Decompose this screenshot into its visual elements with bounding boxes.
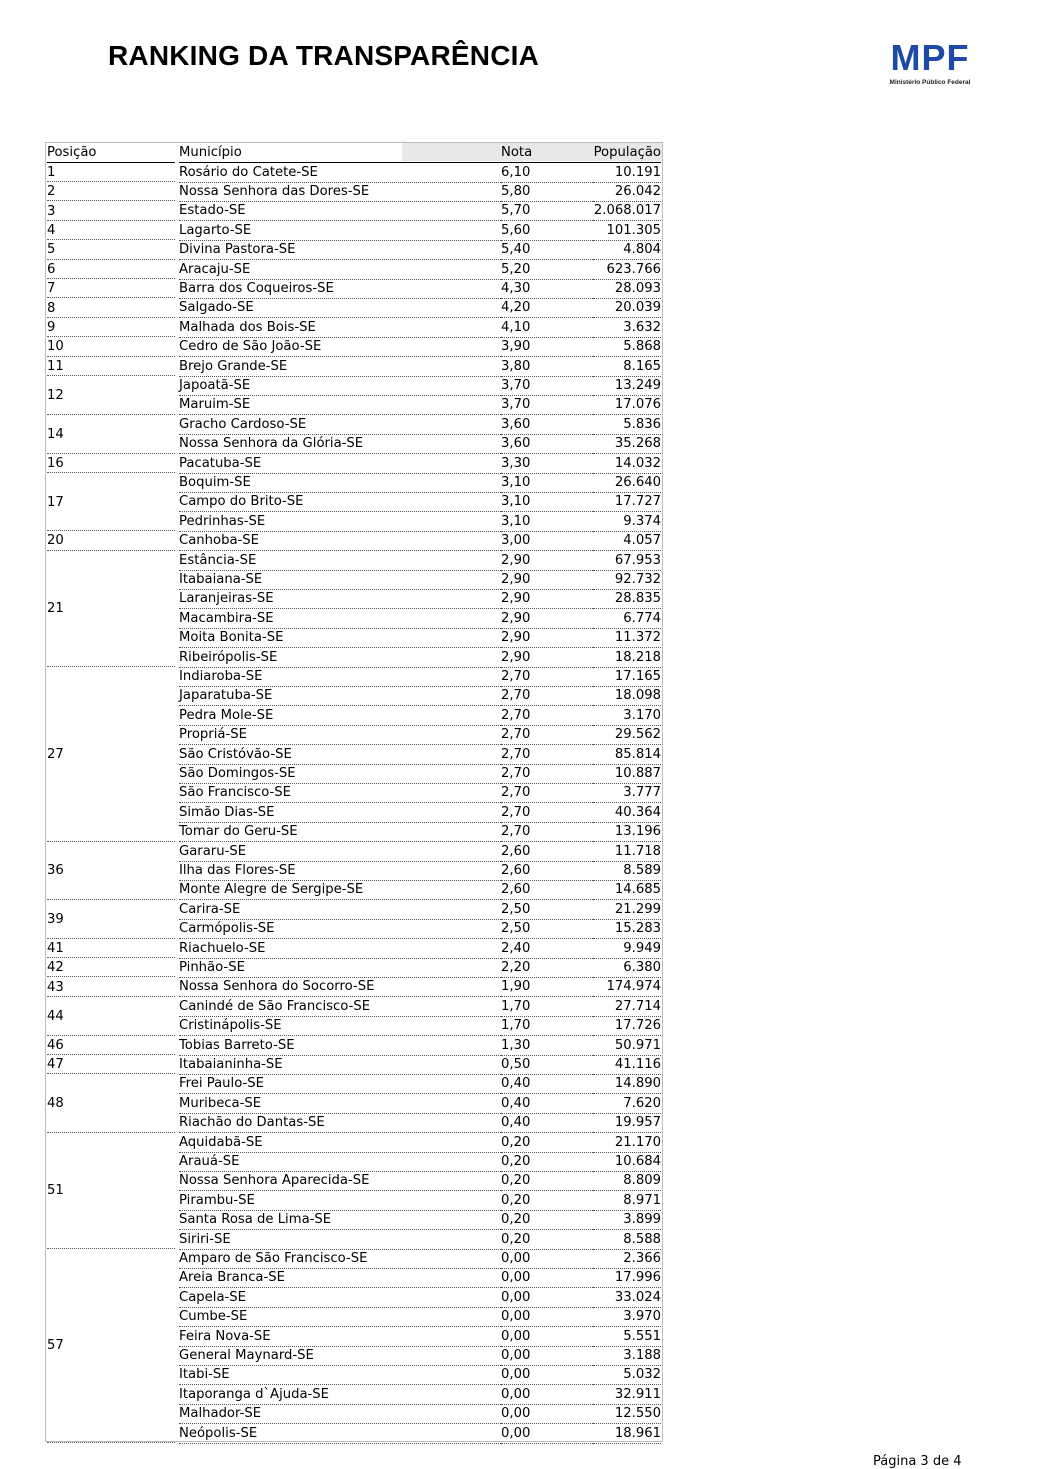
table-row	[46, 1404, 662, 1423]
nota-cell: 0,20	[501, 1210, 593, 1230]
posicao-cell: 2	[47, 184, 56, 200]
nota-cell: 2,70	[501, 706, 593, 726]
populacao-cell: 3.777	[593, 783, 661, 803]
nota-cell: 3,60	[501, 434, 593, 454]
populacao-cell: 6.380	[593, 958, 661, 978]
municipio-cell: Riachuelo-SE	[179, 939, 503, 959]
nota-cell: 0,00	[501, 1404, 593, 1424]
municipio-cell: Itabaiana-SE	[179, 570, 503, 590]
nota-cell: 0,00	[501, 1385, 593, 1405]
populacao-cell: 29.562	[593, 725, 661, 745]
table-row	[46, 1365, 662, 1384]
municipio-cell: Malhada dos Bois-SE	[179, 318, 503, 338]
nota-cell: 2,70	[501, 745, 593, 765]
municipio-cell: Santa Rosa de Lima-SE	[179, 1210, 503, 1230]
nota-cell: 1,90	[501, 977, 593, 997]
populacao-cell: 33.024	[593, 1288, 661, 1308]
table-row	[46, 842, 662, 861]
municipio-cell: Propriá-SE	[179, 725, 503, 745]
nota-cell: 0,00	[501, 1249, 593, 1269]
populacao-cell: 10.684	[593, 1152, 661, 1172]
populacao-cell: 17.996	[593, 1268, 661, 1288]
populacao-cell: 9.374	[593, 512, 661, 532]
header-posicao: Posição	[47, 143, 175, 163]
municipio-cell: Divina Pastora-SE	[179, 240, 503, 260]
populacao-cell: 14.890	[593, 1074, 661, 1094]
populacao-cell: 3.632	[593, 318, 661, 338]
nota-cell: 2,90	[501, 628, 593, 648]
municipio-cell: Aracaju-SE	[179, 260, 503, 280]
posicao-cell: 6	[47, 261, 56, 277]
nota-cell: 0,40	[501, 1113, 593, 1133]
populacao-cell: 12.550	[593, 1404, 661, 1424]
nota-cell: 1,30	[501, 1036, 593, 1056]
populacao-cell: 174.974	[593, 977, 661, 997]
populacao-cell: 3.188	[593, 1346, 661, 1366]
municipio-cell: São Domingos-SE	[179, 764, 503, 784]
municipio-cell: Macambira-SE	[179, 609, 503, 629]
nota-cell: 3,70	[501, 376, 593, 396]
populacao-cell: 92.732	[593, 570, 661, 590]
posicao-cell: 11	[47, 358, 64, 374]
municipio-cell: Nossa Senhora das Dores-SE	[179, 182, 503, 202]
municipio-cell: Monte Alegre de Sergipe-SE	[179, 880, 503, 900]
nota-cell: 2,70	[501, 667, 593, 687]
table-row	[46, 1424, 662, 1443]
municipio-cell: Muribeca-SE	[179, 1094, 503, 1114]
table-row	[46, 648, 662, 667]
populacao-cell: 7.620	[593, 1094, 661, 1114]
table-row	[46, 783, 662, 802]
nota-cell: 3,30	[501, 454, 593, 474]
header-municipio: Município	[179, 143, 503, 163]
nota-cell: 4,30	[501, 279, 593, 299]
municipio-cell: Carira-SE	[179, 900, 503, 920]
municipio-cell: Itaporanga d`Ajuda-SE	[179, 1385, 503, 1405]
populacao-cell: 18.098	[593, 686, 661, 706]
populacao-cell: 18.218	[593, 648, 661, 668]
nota-cell: 4,10	[501, 318, 593, 338]
nota-cell: 0,00	[501, 1365, 593, 1385]
municipio-cell: Ribeirópolis-SE	[179, 648, 503, 668]
table-row	[46, 1210, 662, 1229]
posicao-cell: 3	[47, 203, 56, 219]
municipio-cell: Laranjeiras-SE	[179, 589, 503, 609]
municipio-cell: Cristinápolis-SE	[179, 1016, 503, 1036]
populacao-cell: 14.685	[593, 880, 661, 900]
table-row	[46, 1074, 662, 1093]
populacao-cell: 13.249	[593, 376, 661, 396]
posicao-cell: 51	[47, 1183, 64, 1199]
nota-cell: 3,00	[501, 531, 593, 551]
populacao-cell: 20.039	[593, 298, 661, 318]
nota-cell: 0,00	[501, 1346, 593, 1366]
populacao-cell: 8.809	[593, 1171, 661, 1191]
municipio-cell: Nossa Senhora da Glória-SE	[179, 434, 503, 454]
page-title: RANKING DA TRANSPARÊNCIA	[108, 40, 540, 71]
municipio-cell: Ilha das Flores-SE	[179, 861, 503, 881]
nota-cell: 2,90	[501, 589, 593, 609]
municipio-cell: General Maynard-SE	[179, 1346, 503, 1366]
posicao-cell: 20	[47, 533, 64, 549]
nota-cell: 2,70	[501, 764, 593, 784]
municipio-cell: Canindé de São Francisco-SE	[179, 997, 503, 1017]
nota-cell: 2,90	[501, 570, 593, 590]
nota-cell: 0,20	[501, 1230, 593, 1250]
municipio-cell: Barra dos Coqueiros-SE	[179, 279, 503, 299]
posicao-cell: 42	[47, 960, 64, 976]
municipio-cell: São Cristóvão-SE	[179, 745, 503, 765]
nota-cell: 0,50	[501, 1055, 593, 1075]
posicao-cell: 27	[47, 746, 64, 762]
populacao-cell: 5.868	[593, 337, 661, 357]
posicao-cell: 39	[47, 911, 64, 927]
populacao-cell: 5.836	[593, 415, 661, 435]
populacao-cell: 67.953	[593, 551, 661, 571]
nota-cell: 0,40	[501, 1094, 593, 1114]
populacao-cell: 3.899	[593, 1210, 661, 1230]
nota-cell: 2,90	[501, 609, 593, 629]
nota-cell: 2,60	[501, 842, 593, 862]
populacao-cell: 6.774	[593, 609, 661, 629]
populacao-cell: 28.835	[593, 589, 661, 609]
populacao-cell: 8.588	[593, 1230, 661, 1250]
header-nota: Nota	[501, 143, 593, 163]
nota-cell: 6,10	[501, 163, 593, 183]
nota-cell: 1,70	[501, 997, 593, 1017]
populacao-cell: 21.299	[593, 900, 661, 920]
nota-cell: 2,60	[501, 861, 593, 881]
page-number: Página 3 de 4	[873, 1454, 962, 1469]
municipio-cell: Brejo Grande-SE	[179, 357, 503, 377]
municipio-cell: Capela-SE	[179, 1288, 503, 1308]
table-row	[46, 803, 662, 822]
municipio-cell: Simão Dias-SE	[179, 803, 503, 823]
table-row	[46, 1230, 662, 1249]
populacao-cell: 32.911	[593, 1385, 661, 1405]
municipio-cell: Canhoba-SE	[179, 531, 503, 551]
municipio-cell: Cumbe-SE	[179, 1307, 503, 1327]
posicao-cell: 4	[47, 222, 56, 238]
municipio-cell: Indiaroba-SE	[179, 667, 503, 687]
logo-mark: MPF	[890, 37, 970, 78]
posicao-cell: 8	[47, 300, 56, 316]
nota-cell: 1,70	[501, 1016, 593, 1036]
nota-cell: 5,40	[501, 240, 593, 260]
populacao-cell: 27.714	[593, 997, 661, 1017]
populacao-cell: 11.372	[593, 628, 661, 648]
populacao-cell: 13.196	[593, 822, 661, 842]
populacao-cell: 4.804	[593, 240, 661, 260]
posicao-cell: 47	[47, 1057, 64, 1073]
municipio-cell: Boquim-SE	[179, 473, 503, 493]
nota-cell: 0,00	[501, 1327, 593, 1347]
posicao-cell: 43	[47, 979, 64, 995]
ranking-table	[45, 142, 663, 1442]
populacao-cell: 2.366	[593, 1249, 661, 1269]
populacao-cell: 10.191	[593, 163, 661, 183]
municipio-cell: Frei Paulo-SE	[179, 1074, 503, 1094]
municipio-cell: Japaratuba-SE	[179, 686, 503, 706]
table-row	[46, 686, 662, 705]
nota-cell: 3,90	[501, 337, 593, 357]
posicao-cell: 57	[47, 1338, 64, 1354]
posicao-cell: 5	[47, 242, 56, 258]
posicao-cell: 36	[47, 863, 64, 879]
populacao-cell: 3.970	[593, 1307, 661, 1327]
populacao-cell: 8.971	[593, 1191, 661, 1211]
populacao-cell: 26.640	[593, 473, 661, 493]
municipio-cell: Itabaianinha-SE	[179, 1055, 503, 1075]
municipio-cell: Tomar do Geru-SE	[179, 822, 503, 842]
table-row	[46, 512, 662, 531]
populacao-cell: 28.093	[593, 279, 661, 299]
nota-cell: 2,70	[501, 803, 593, 823]
populacao-cell: 21.170	[593, 1133, 661, 1153]
posicao-cell: 21	[47, 601, 64, 617]
nota-cell: 0,00	[501, 1307, 593, 1327]
table-row	[46, 1113, 662, 1132]
municipio-cell: Nossa Senhora do Socorro-SE	[179, 977, 503, 997]
posicao-cell: 44	[47, 1008, 64, 1024]
table-row	[46, 473, 662, 492]
nota-cell: 5,70	[501, 201, 593, 221]
municipio-cell: Gracho Cardoso-SE	[179, 415, 503, 435]
municipio-cell: Areia Branca-SE	[179, 1268, 503, 1288]
municipio-cell: São Francisco-SE	[179, 783, 503, 803]
nota-cell: 2,70	[501, 725, 593, 745]
populacao-cell: 11.718	[593, 842, 661, 862]
municipio-cell: Itabi-SE	[179, 1365, 503, 1385]
nota-cell: 0,00	[501, 1288, 593, 1308]
populacao-cell: 17.076	[593, 395, 661, 415]
table-row	[46, 764, 662, 783]
posicao-cell: 7	[47, 281, 56, 297]
nota-cell: 0,00	[501, 1268, 593, 1288]
nota-cell: 2,70	[501, 783, 593, 803]
table-row	[46, 1152, 662, 1171]
municipio-cell: Estado-SE	[179, 201, 503, 221]
nota-cell: 0,20	[501, 1152, 593, 1172]
nota-cell: 3,80	[501, 357, 593, 377]
municipio-cell: Pirambu-SE	[179, 1191, 503, 1211]
populacao-cell: 18.961	[593, 1424, 661, 1444]
municipio-cell: Pedra Mole-SE	[179, 706, 503, 726]
populacao-cell: 8.589	[593, 861, 661, 881]
nota-cell: 2,20	[501, 958, 593, 978]
municipio-cell: Neópolis-SE	[179, 1424, 503, 1444]
posicao-cell: 46	[47, 1037, 64, 1053]
posicao-cell: 9	[47, 319, 56, 335]
posicao-cell: 12	[47, 387, 64, 403]
populacao-cell: 10.887	[593, 764, 661, 784]
municipio-cell: Pinhão-SE	[179, 958, 503, 978]
municipio-cell: Tobias Barreto-SE	[179, 1036, 503, 1056]
populacao-cell: 4.057	[593, 531, 661, 551]
municipio-cell: Moita Bonita-SE	[179, 628, 503, 648]
table-row	[46, 1385, 662, 1404]
mpf-logo	[880, 37, 980, 86]
nota-cell: 2,40	[501, 939, 593, 959]
nota-cell: 2,50	[501, 919, 593, 939]
nota-cell: 0,20	[501, 1171, 593, 1191]
table-row	[46, 628, 662, 647]
municipio-cell: Feira Nova-SE	[179, 1327, 503, 1347]
logo-subtitle: Ministério Público Federal	[889, 79, 971, 86]
table-row	[46, 1268, 662, 1287]
populacao-cell: 5.032	[593, 1365, 661, 1385]
municipio-cell: Campo do Brito-SE	[179, 492, 503, 512]
table-row	[46, 570, 662, 589]
nota-cell: 2,90	[501, 648, 593, 668]
nota-cell: 5,80	[501, 182, 593, 202]
municipio-cell: Rosário do Catete-SE	[179, 163, 503, 183]
populacao-cell: 2.068.017	[593, 201, 661, 221]
municipio-cell: Arauá-SE	[179, 1152, 503, 1172]
populacao-cell: 14.032	[593, 454, 661, 474]
populacao-cell: 5.551	[593, 1327, 661, 1347]
populacao-cell: 17.727	[593, 492, 661, 512]
municipio-cell: Amparo de São Francisco-SE	[179, 1249, 503, 1269]
nota-cell: 3,70	[501, 395, 593, 415]
table-row	[46, 1307, 662, 1326]
municipio-cell: Pacatuba-SE	[179, 454, 503, 474]
populacao-cell: 40.364	[593, 803, 661, 823]
table-row	[46, 1288, 662, 1307]
municipio-cell: Riachão do Dantas-SE	[179, 1113, 503, 1133]
nota-cell: 3,10	[501, 512, 593, 532]
nota-cell: 2,70	[501, 822, 593, 842]
nota-cell: 2,60	[501, 880, 593, 900]
municipio-cell: Gararu-SE	[179, 842, 503, 862]
nota-cell: 0,00	[501, 1424, 593, 1444]
table-row	[46, 1133, 662, 1152]
posicao-cell: 1	[47, 164, 56, 180]
municipio-cell: Malhador-SE	[179, 1404, 503, 1424]
posicao-cell: 10	[47, 339, 64, 355]
populacao-cell: 26.042	[593, 182, 661, 202]
nota-cell: 2,90	[501, 551, 593, 571]
municipio-cell: Nossa Senhora Aparecida-SE	[179, 1171, 503, 1191]
nota-cell: 5,20	[501, 260, 593, 280]
table-row	[46, 551, 662, 570]
posicao-cell: 17	[47, 494, 64, 510]
municipio-cell: Siriri-SE	[179, 1230, 503, 1250]
table-row	[46, 667, 662, 686]
municipio-cell: Pedrinhas-SE	[179, 512, 503, 532]
municipio-cell: Salgado-SE	[179, 298, 503, 318]
header-populacao: População	[593, 143, 661, 163]
table-row	[46, 706, 662, 725]
nota-cell: 0,20	[501, 1133, 593, 1153]
nota-cell: 5,60	[501, 221, 593, 241]
table-header	[46, 143, 662, 162]
municipio-cell: Maruim-SE	[179, 395, 503, 415]
nota-cell: 4,20	[501, 298, 593, 318]
nota-cell: 0,40	[501, 1074, 593, 1094]
municipio-cell: Estância-SE	[179, 551, 503, 571]
posicao-cell: 48	[47, 1095, 64, 1111]
municipio-cell: Japoatã-SE	[179, 376, 503, 396]
municipio-cell: Cedro de São João-SE	[179, 337, 503, 357]
populacao-cell: 623.766	[593, 260, 661, 280]
populacao-cell: 35.268	[593, 434, 661, 454]
posicao-cell: 16	[47, 455, 64, 471]
populacao-cell: 8.165	[593, 357, 661, 377]
populacao-cell: 85.814	[593, 745, 661, 765]
posicao-cell: 14	[47, 426, 64, 442]
position-divider	[47, 1442, 175, 1443]
populacao-cell: 19.957	[593, 1113, 661, 1133]
populacao-cell: 41.116	[593, 1055, 661, 1075]
posicao-cell: 41	[47, 940, 64, 956]
table-row	[46, 822, 662, 841]
nota-cell: 2,70	[501, 686, 593, 706]
populacao-cell: 9.949	[593, 939, 661, 959]
nota-cell: 3,60	[501, 415, 593, 435]
populacao-cell: 3.170	[593, 706, 661, 726]
municipio-cell: Lagarto-SE	[179, 221, 503, 241]
nota-cell: 0,20	[501, 1191, 593, 1211]
nota-cell: 3,10	[501, 473, 593, 493]
nota-cell: 3,10	[501, 492, 593, 512]
table-row	[46, 1249, 662, 1268]
populacao-cell: 50.971	[593, 1036, 661, 1056]
populacao-cell: 17.165	[593, 667, 661, 687]
populacao-cell: 101.305	[593, 221, 661, 241]
table-row	[46, 725, 662, 744]
municipio-cell: Carmópolis-SE	[179, 919, 503, 939]
nota-cell: 2,50	[501, 900, 593, 920]
municipio-cell: Aquidabã-SE	[179, 1133, 503, 1153]
table-row	[46, 880, 662, 899]
populacao-cell: 17.726	[593, 1016, 661, 1036]
populacao-cell: 15.283	[593, 919, 661, 939]
